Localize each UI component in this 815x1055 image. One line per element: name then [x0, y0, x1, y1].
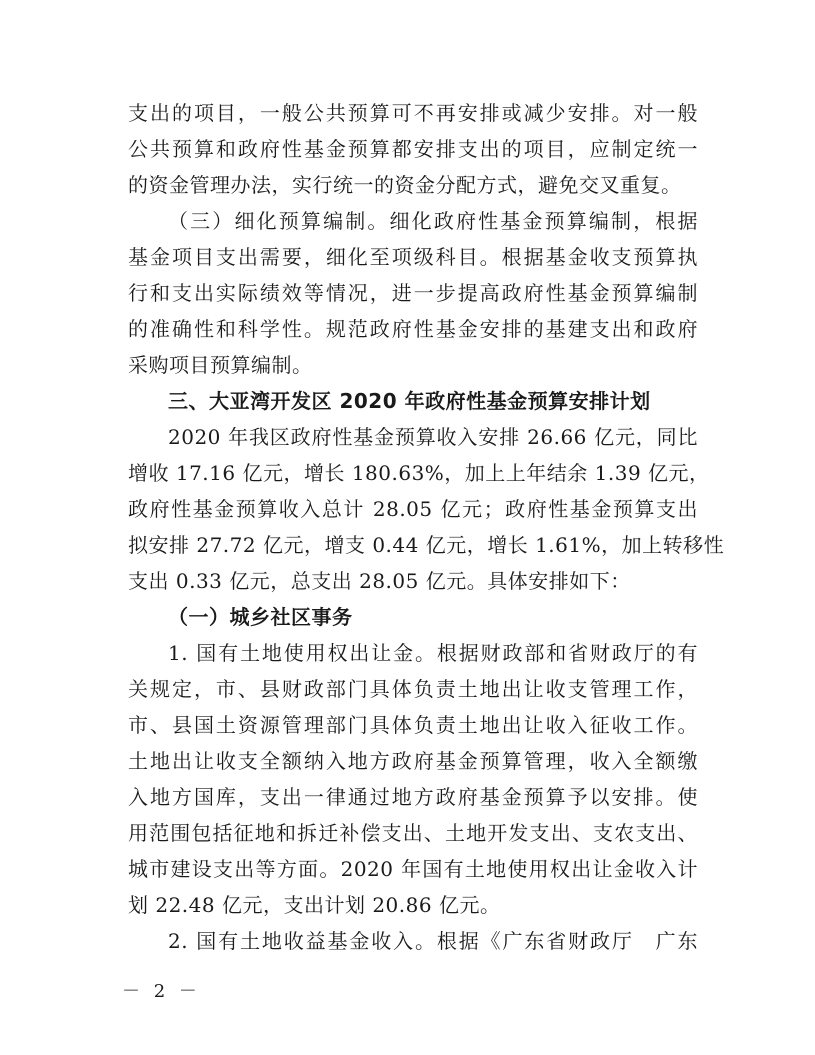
page-number: － 2 －: [122, 981, 201, 1002]
paragraph-line: 2. 国有土地收益基金收入。根据《广东省财政厅 广东: [168, 929, 698, 953]
paragraph-line: 2020 年我区政府性基金预算收入安排 26.66 亿元，同比: [168, 425, 698, 449]
paragraph-line: 市、县国土资源管理部门具体负责土地出让收入征收工作。: [128, 713, 698, 737]
paragraph-line: 关规定，市、县财政部门具体负责土地出让收支管理工作，: [128, 677, 698, 701]
paragraph-line: 支出的项目，一般公共预算可不再安排或减少安排。对一般: [128, 101, 698, 125]
paragraph-line: 增收 17.16 亿元，增长 180.63%，加上上年结余 1.39 亿元，: [128, 461, 710, 485]
paragraph-line: 支出 0.33 亿元，总支出 28.05 亿元。具体安排如下：: [128, 569, 631, 593]
paragraph-line: 城市建设支出等方面。2020 年国有土地使用权出让金收入计: [128, 857, 698, 881]
paragraph-line: 1. 国有土地使用权出让金。根据财政部和省财政厅的有: [168, 641, 698, 665]
paragraph-line: 入地方国库，支出一律通过地方政府基金预算予以安排。使: [128, 785, 698, 809]
paragraph-line: 基金项目支出需要，细化至项级科目。根据基金收支预算执: [128, 245, 698, 269]
subsection-heading: （一）城乡社区事务: [168, 605, 353, 629]
paragraph-line: 的资金管理办法，实行统一的资金分配方式，避免交叉重复。: [128, 173, 682, 197]
paragraph-line: 划 22.48 亿元，支出计划 20.86 亿元。: [128, 893, 501, 917]
paragraph-line: 公共预算和政府性基金预算都安排支出的项目，应制定统一: [128, 137, 698, 161]
paragraph-line: 行和支出实际绩效等情况，进一步提高政府性基金预算编制: [128, 281, 698, 305]
section-heading: 三、大亚湾开发区 2020 年政府性基金预算安排计划: [168, 389, 651, 413]
paragraph-line: 政府性基金预算收入总计 28.05 亿元；政府性基金预算支出: [128, 497, 698, 521]
paragraph-line: 土地出让收支全额纳入地方政府基金预算管理，收入全额缴: [128, 749, 698, 773]
paragraph-line: 用范围包括征地和拆迁补偿支出、土地开发支出、支农支出、: [128, 821, 698, 845]
paragraph-line: （三）细化预算编制。细化政府性基金预算编制，根据: [168, 209, 698, 233]
paragraph-line: 采购项目预算编制。: [128, 353, 313, 377]
paragraph-line: 的准确性和科学性。规范政府性基金安排的基建支出和政府: [128, 317, 698, 341]
paragraph-line: 拟安排 27.72 亿元，增支 0.44 亿元，增长 1.61%，加上转移性: [128, 533, 725, 557]
